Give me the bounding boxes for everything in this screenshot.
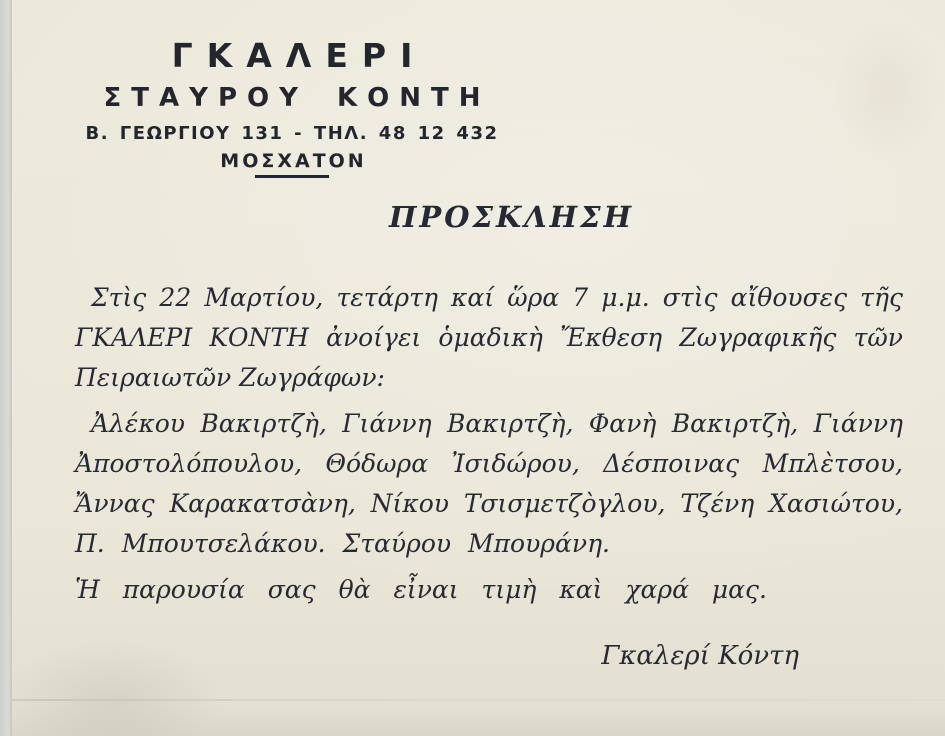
paragraph-closing [75, 570, 903, 610]
city-name: ΜΟΣΧΑΤΟΝ [220, 150, 367, 173]
paragraph-artist-names [75, 404, 903, 564]
body-line: Πειραιωτῶν Ζωγράφων: [75, 363, 385, 392]
paragraph-event-details [75, 278, 903, 398]
body-line: Π. Μπουτσελάκου. Σταύρου Μπουράνη. [75, 529, 611, 558]
card-bottom-edge [12, 699, 945, 701]
address-and-phone: Β. ΓΕΩΡΓΙΟΥ 131 - ΤΗΛ. 48 12 432 [85, 123, 499, 145]
gallery-owner-name: ΣΤΑΥΡΟΥ ΚΟΝΤΗ [103, 83, 491, 114]
body-line: Ἀλέκου Βακιρτζὴ, Γιάννη Βακιρτζὴ, Φανὴ Βακιρτζὴ, Γιάννη [91, 409, 903, 438]
gallery-name: ΓΚΑΛΕΡΙ [171, 36, 427, 75]
body-line: Στὶς 22 Μαρτίου, τετάρτη καί ὥρα 7 μ.μ. στὶς αἴθουσες τῆς [91, 283, 903, 312]
body-line: Ἀποστολόπουλου, Θόδωρα Ἰσιδώρου, Δέσποινας Μπλὲτσου, [75, 449, 903, 478]
signature-gallery: Γκαλερί Κόντη [601, 641, 799, 671]
body-line: ΓΚΑΛΕΡΙ ΚΟΝΤΗ ἀνοίγει ὁμαδικὴ Ἔκθεση Ζωγραφικῆς τῶν [75, 323, 903, 352]
paper-stain [832, 20, 942, 160]
city-underline-rule [255, 175, 329, 178]
gallery-letterhead [12, 38, 572, 178]
invitation-card [12, 0, 945, 736]
invitation-body [75, 278, 903, 610]
body-line: Ἄννας Καρακατσὰνη, Νίκου Τσισμετζὸγλου, Τζένη Χασιώτου, [75, 489, 903, 518]
body-line: Ἡ παρουσία σας θὰ εἶναι τιμὴ καὶ χαρά μας. [75, 575, 767, 604]
invitation-title: ΠΡΟΣΚΛΗΣΗ [389, 200, 634, 234]
card-left-edge [0, 0, 12, 736]
